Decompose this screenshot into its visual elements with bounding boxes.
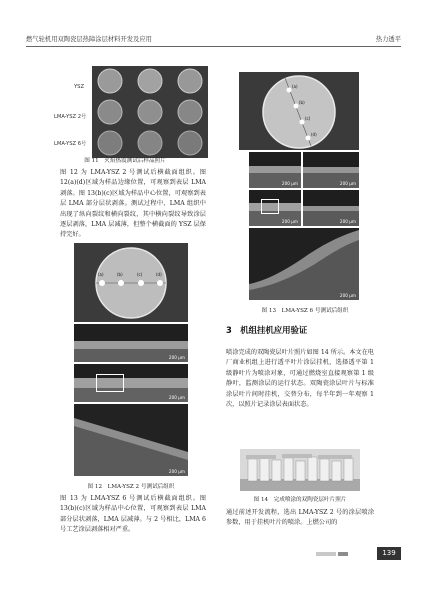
fig12-point-c: (c) bbox=[137, 272, 143, 277]
paragraph-continuation: 通过前述开发流程，选出 LMA-YSZ 2 号的涂层喷涂参数，用于挂机叶片的喷涂。上燃公司的 bbox=[226, 509, 374, 527]
header-rule bbox=[26, 46, 401, 47]
fig12-sem-panel-c bbox=[74, 404, 188, 476]
fig12-caption: 图 12 LMA-YSZ 2 号测试后组织 bbox=[87, 484, 175, 490]
fig12-point-a: (a) bbox=[98, 272, 104, 277]
header-journal-name: 热力透平 bbox=[375, 36, 401, 43]
fig12-scale-c: 200 μm bbox=[168, 469, 185, 474]
fig13-point-b: (b) bbox=[299, 100, 305, 105]
fig13-scale-c: 200 μm bbox=[281, 219, 298, 224]
fig12-sem-panel-a bbox=[74, 324, 188, 362]
running-header bbox=[26, 34, 401, 44]
fig13-scale-e: 200 μm bbox=[339, 293, 356, 298]
fig12-top-view bbox=[74, 243, 188, 322]
page-number: 139 bbox=[377, 547, 401, 560]
paragraph-fig12-description: 图 12 为 LMA-YSZ 2 号测试后横截面组织。图 12(a)(d)区域为样品边缘位置，可观察到表层 LMA 剥落。图 13(b)(c)区域为样品中心位置，可观察到表层 LMA 部分层状剥落。测试过程中，LMA 组织中出现了纵向裂纹和横向裂纹，其中横向裂纹导致涂层逐层剥落，LMA 层减薄，但整个横截面的 YSZ 层保持完好。 bbox=[60, 169, 206, 239]
fig13-point-a: (a) bbox=[292, 84, 298, 89]
fig11-row-label-lma6: LMA-YSZ 6号 bbox=[54, 141, 87, 147]
fig13-sem-panel-d bbox=[303, 190, 359, 226]
footer-bar-mid bbox=[338, 552, 348, 556]
fig11-row-label-ysz: YSZ bbox=[74, 84, 85, 90]
fig11-row-label-lma2: LMA-YSZ 2号 bbox=[54, 114, 87, 120]
fig13-point-c: (c) bbox=[305, 116, 311, 121]
fig13-sem-panel-e bbox=[249, 228, 359, 300]
fig13-sem-panel-a bbox=[249, 152, 301, 188]
fig11-caption: 图 11 火焰热震测试后样品照片 bbox=[84, 158, 166, 164]
fig13-sem-panel-b bbox=[303, 152, 359, 188]
section-3-heading: 3 机组挂机应用验证 bbox=[226, 325, 308, 335]
fig12-scale-b: 200 μm bbox=[168, 395, 185, 400]
fig14-blade-photo bbox=[240, 449, 360, 491]
fig12-point-d: (d) bbox=[156, 272, 162, 277]
fig12-scale-a: 200 μm bbox=[168, 355, 185, 360]
fig13-top-view bbox=[239, 72, 359, 150]
fig14-caption: 图 14 完成喷涂的双陶瓷层叶片照片 bbox=[253, 497, 347, 503]
paragraph-fig13-description: 图 13 为 LMA-YSZ 6 号测试后横截面组织。图 13(b)(c)区域为样品中心位置，可观察到表层 LMA 部分层状剥落，LMA 层减薄。与 2 号相比，LMA 6 号工艺涂层剥落相对严重。 bbox=[60, 495, 206, 534]
footer-bar-light bbox=[316, 552, 336, 556]
header-journal-title: 燃气轮机用双陶瓷层热障涂层材料开发及应用 bbox=[26, 36, 152, 43]
fig13-scale-b: 200 μm bbox=[339, 181, 356, 186]
fig13-sem-panel-c bbox=[249, 190, 301, 226]
fig13-caption: 图 13 LMA-YSZ 6 号测试后组织 bbox=[261, 308, 349, 314]
fig11-photo-grid bbox=[92, 66, 208, 158]
fig13-point-d: (d) bbox=[311, 132, 317, 137]
fig12-point-b: (b) bbox=[117, 272, 123, 277]
fig12-sem-panel-b bbox=[74, 364, 188, 402]
fig13-scale-d: 200 μm bbox=[339, 219, 356, 224]
fig13-scale-a: 200 μm bbox=[281, 181, 298, 186]
paragraph-section-3: 喷涂完成的双陶瓷层叶片照片如图 14 所示。本文在电厂商业机组上进行透平叶片涂层挂机，选择透平第 1 级静叶片为喷涂对象，可通过燃烧室直接观察第 1 级静叶，监测涂层的运行状态。双陶瓷涂层叶片与标准涂层叶片间时挂机，交替分布，每半年到一年观察 1 次，以照片记录涂层表面状态。 bbox=[226, 349, 374, 409]
